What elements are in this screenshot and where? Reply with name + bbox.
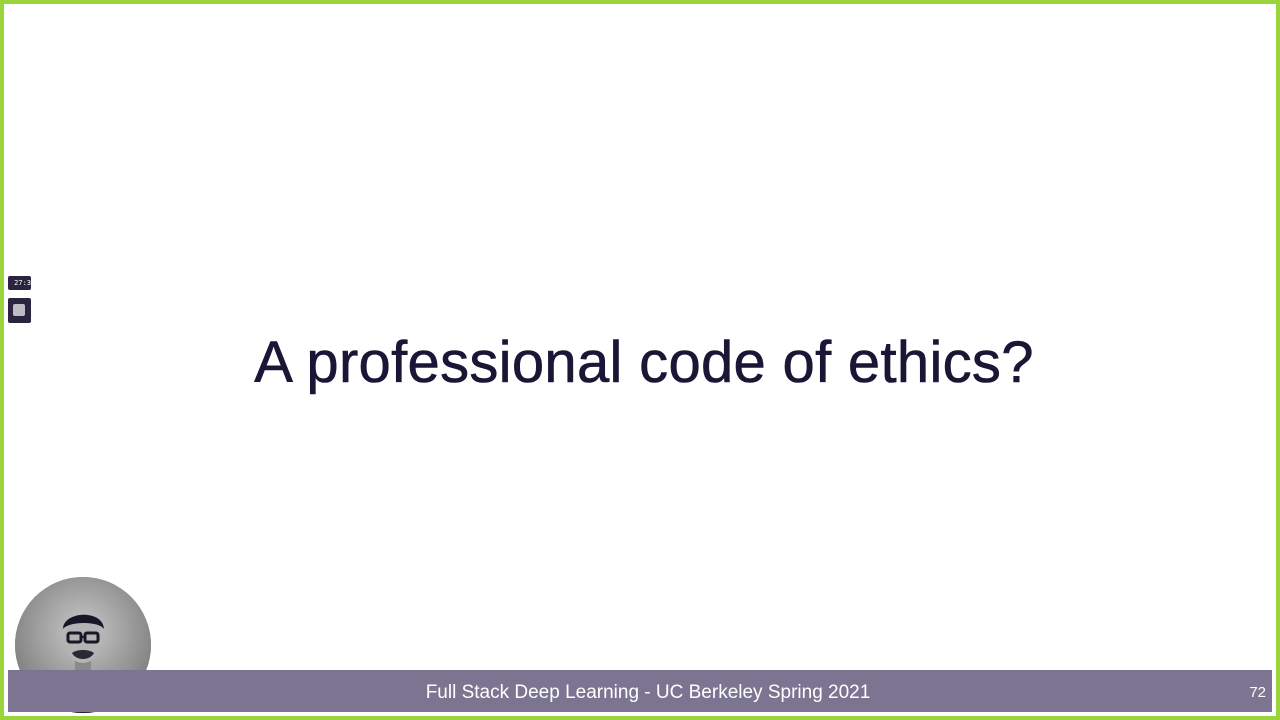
recording-timer: 27:3 [8, 276, 31, 290]
stop-icon [13, 304, 25, 316]
recording-controls [8, 276, 31, 323]
page-number: 72 [1249, 684, 1266, 701]
slide-title: A professional code of ethics? [254, 330, 1034, 395]
footer-caption: Full Stack Deep Learning - UC Berkeley Spring 2021 [425, 682, 871, 703]
footer-bar [8, 670, 1272, 712]
stop-recording-button[interactable] [8, 298, 31, 323]
